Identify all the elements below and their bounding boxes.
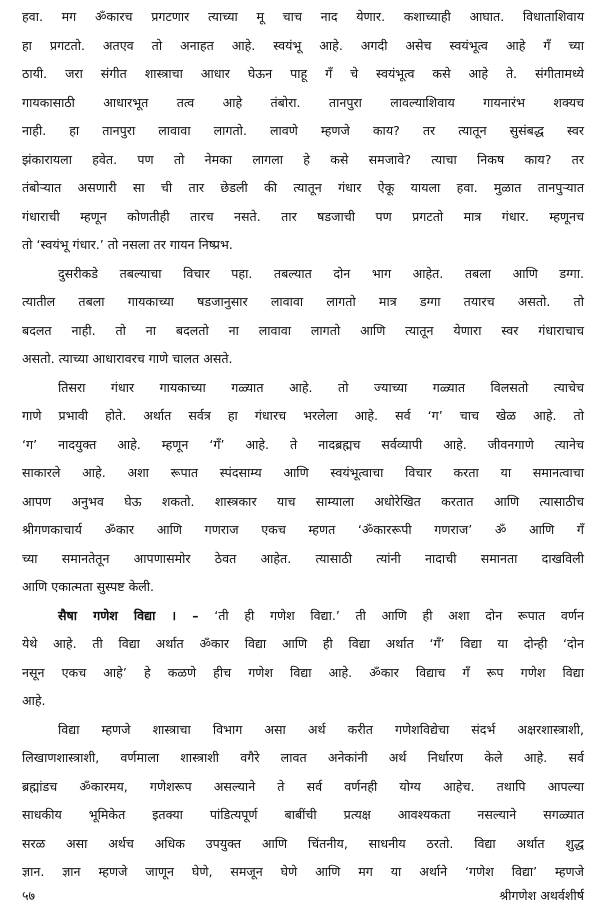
paragraph-1	[22, 3, 584, 260]
text-line: विद्या म्हणजे शास्त्राचा विभाग असा अर्थ करीत गणेशविद्येचा संदर्भ अक्षरशास्त्राशी,	[58, 721, 584, 737]
section-heading: सैषा गणेश विद्या । –	[58, 607, 199, 623]
text-line: त्यातील तबला गायकाच्या षडजानुसार लावावा लागतो मात्र डग्गा तयारच असतो. तो	[22, 294, 584, 309]
text-line	[22, 602, 584, 631]
paragraph-4	[22, 602, 584, 716]
text-line: आहे.	[22, 693, 46, 708]
text-line: नाही. हा तानपुरा लावावा लागतो. लावणे म्हणजे काय? तर त्यातून सुसंबद्ध स्वर	[22, 123, 584, 138]
text-line: दुसरीकडे तबल्याचा विचार पहा. तबल्यात दोन भाग आहेत. तबला आणि डग्गा.	[58, 265, 584, 281]
text-line: ठायी. जरा संगीत शास्त्राचा आधार घेऊन पाहू गँ चे स्वयंभूत्व कसे आहे ते. संगीतामध्ये	[22, 66, 584, 81]
text-line: असतो. त्याच्या आधारावरच गाणे चालत असते.	[22, 351, 233, 366]
text-line: बदलत नाही. तो ना बदलतो ना लावावा लागतो आणि त्यातून येणारा स्वर गंधाराचाच	[22, 322, 584, 338]
text-line: गंधाराची म्हणून कोणतीही तारच नसते. तार षडजाची पण प्रगटतो मात्र गंधार. म्हणूनच	[22, 208, 584, 224]
text-line: हवा. मग ॐकारच प्रगटणार त्याच्या मू चाच नाद येणार. कशाच्याही आघात. विधाताशिवाय	[22, 9, 584, 24]
text-line: तिसरा गंधार गायकाच्या गळ्यात आहे. तो ज्याच्या गळ्यात विलसतो त्याचेच	[58, 379, 584, 395]
paragraph-3	[22, 374, 584, 602]
text-line: साधकीय भूमिकेत इतक्या पांडित्यपूर्ण बाबींची प्रत्यक्ष आवश्यकता नसल्याने सगळ्यात	[22, 807, 584, 822]
text-line: श्रीगणकाचार्य ॐकार आणि गणराज एकच म्हणत ‘ॐकाररूपी गणराज’ ॐ आणि गँ	[22, 522, 584, 537]
text-line: झंकारायला हवेत. पण तो नेमका लागला हे कसे समजावे? त्याचा निकष काय? तर	[22, 151, 584, 167]
text-line: हा प्रगटतो. अतएव तो अनाहत आहे. स्वयंभू आहे. अगदी असेच स्वयंभूत्व आहे गँ च्या	[22, 37, 584, 53]
text-line: तंबोऱ्यात असणारी सा ची तार छेडली की त्यातून गंधार ऐकू यायला हवा. मुळात तानपुऱ्यात	[22, 180, 584, 195]
paragraph-5	[22, 716, 584, 887]
page-body	[22, 3, 584, 887]
page-footer	[22, 884, 584, 908]
text-line: लिखाणशास्त्राशी, वर्णमाला शास्त्राशी वगैरे लावत अनेकांनी अर्थ निर्धारण केले आहे. सर्व	[22, 750, 584, 765]
text-line: च्या समानतेतून आपणासमोर ठेवत आहेत. त्यासाठी त्यांनी नादाची समानता दाखविली	[22, 550, 584, 566]
text-line: गायकासाठी आधारभूत तत्व आहे तंबोरा. तानपुरा लावल्याशिवाय गायनारंभ शक्यच	[22, 94, 584, 110]
book-title: श्रीगणेश अथर्वशीर्ष	[499, 888, 584, 903]
text-line: ज्ञान. ज्ञान म्हणजे जाणून घेणे, समजून घेणे आणि मग या अर्थाने ‘गणेश विद्या’ म्हणजे	[22, 864, 584, 879]
text-line: आणि एकात्मता सुस्पष्ट केली.	[22, 579, 155, 594]
text-line: नसून एकच आहे’ हे कळणे हीच गणेश विद्या आहे. ॐकार विद्याच गँ रूप गणेश विद्या	[22, 664, 584, 680]
text-line: गाणे प्रभावी होते. अर्थात सर्वत्र हा गंधारच भरलेला आहे. सर्व ‘ग’ चाच खेळ आहे. तो	[22, 408, 584, 423]
text-line: ‘ग’ नादयुक्त आहे. म्हणून ‘गँ’ आहे. ते नादब्रह्मच सर्वव्यापी आहे. जीवनगाणे त्यानेच	[22, 436, 584, 452]
text-line: ब्रह्मांडच ॐकारमय, गणेशरूप असल्याने ते सर्व वर्णनही योग्य आहेच. तथापि आपल्या	[22, 778, 584, 794]
text-line: येथे आहे. ती विद्या अर्थात ॐकार विद्या आणि ही विद्या अर्थात ‘गँ’ विद्या या दोन्ही ‘दोन	[22, 636, 584, 651]
paragraph-2	[22, 260, 584, 374]
text-line: सरळ असा अर्थच अधिक उपयुक्त आणि चिंतनीय, साधनीय ठरतो. विद्या अर्थात शुद्ध	[22, 835, 584, 851]
text-line-content: ‘ती ही गणेश विद्या.’ ती आणि ही अशा दोन रूपात वर्णन	[214, 607, 584, 623]
page-number: ५७	[22, 888, 36, 903]
text-line: साकारले आहे. अशा रूपात स्पंदसाम्य आणि स्वयंभूत्वाचा विचार करता या समानत्वाचा	[22, 465, 584, 480]
text-line: आपण अनुभव घेऊ शकतो. शास्त्रकार याच साम्याला अधोरेखित करतात आणि त्यासाठीच	[22, 493, 584, 509]
text-line: तो ‘स्वयंभू गंधार.’ तो नसला तर गायन निष्प्रभ.	[22, 237, 233, 252]
